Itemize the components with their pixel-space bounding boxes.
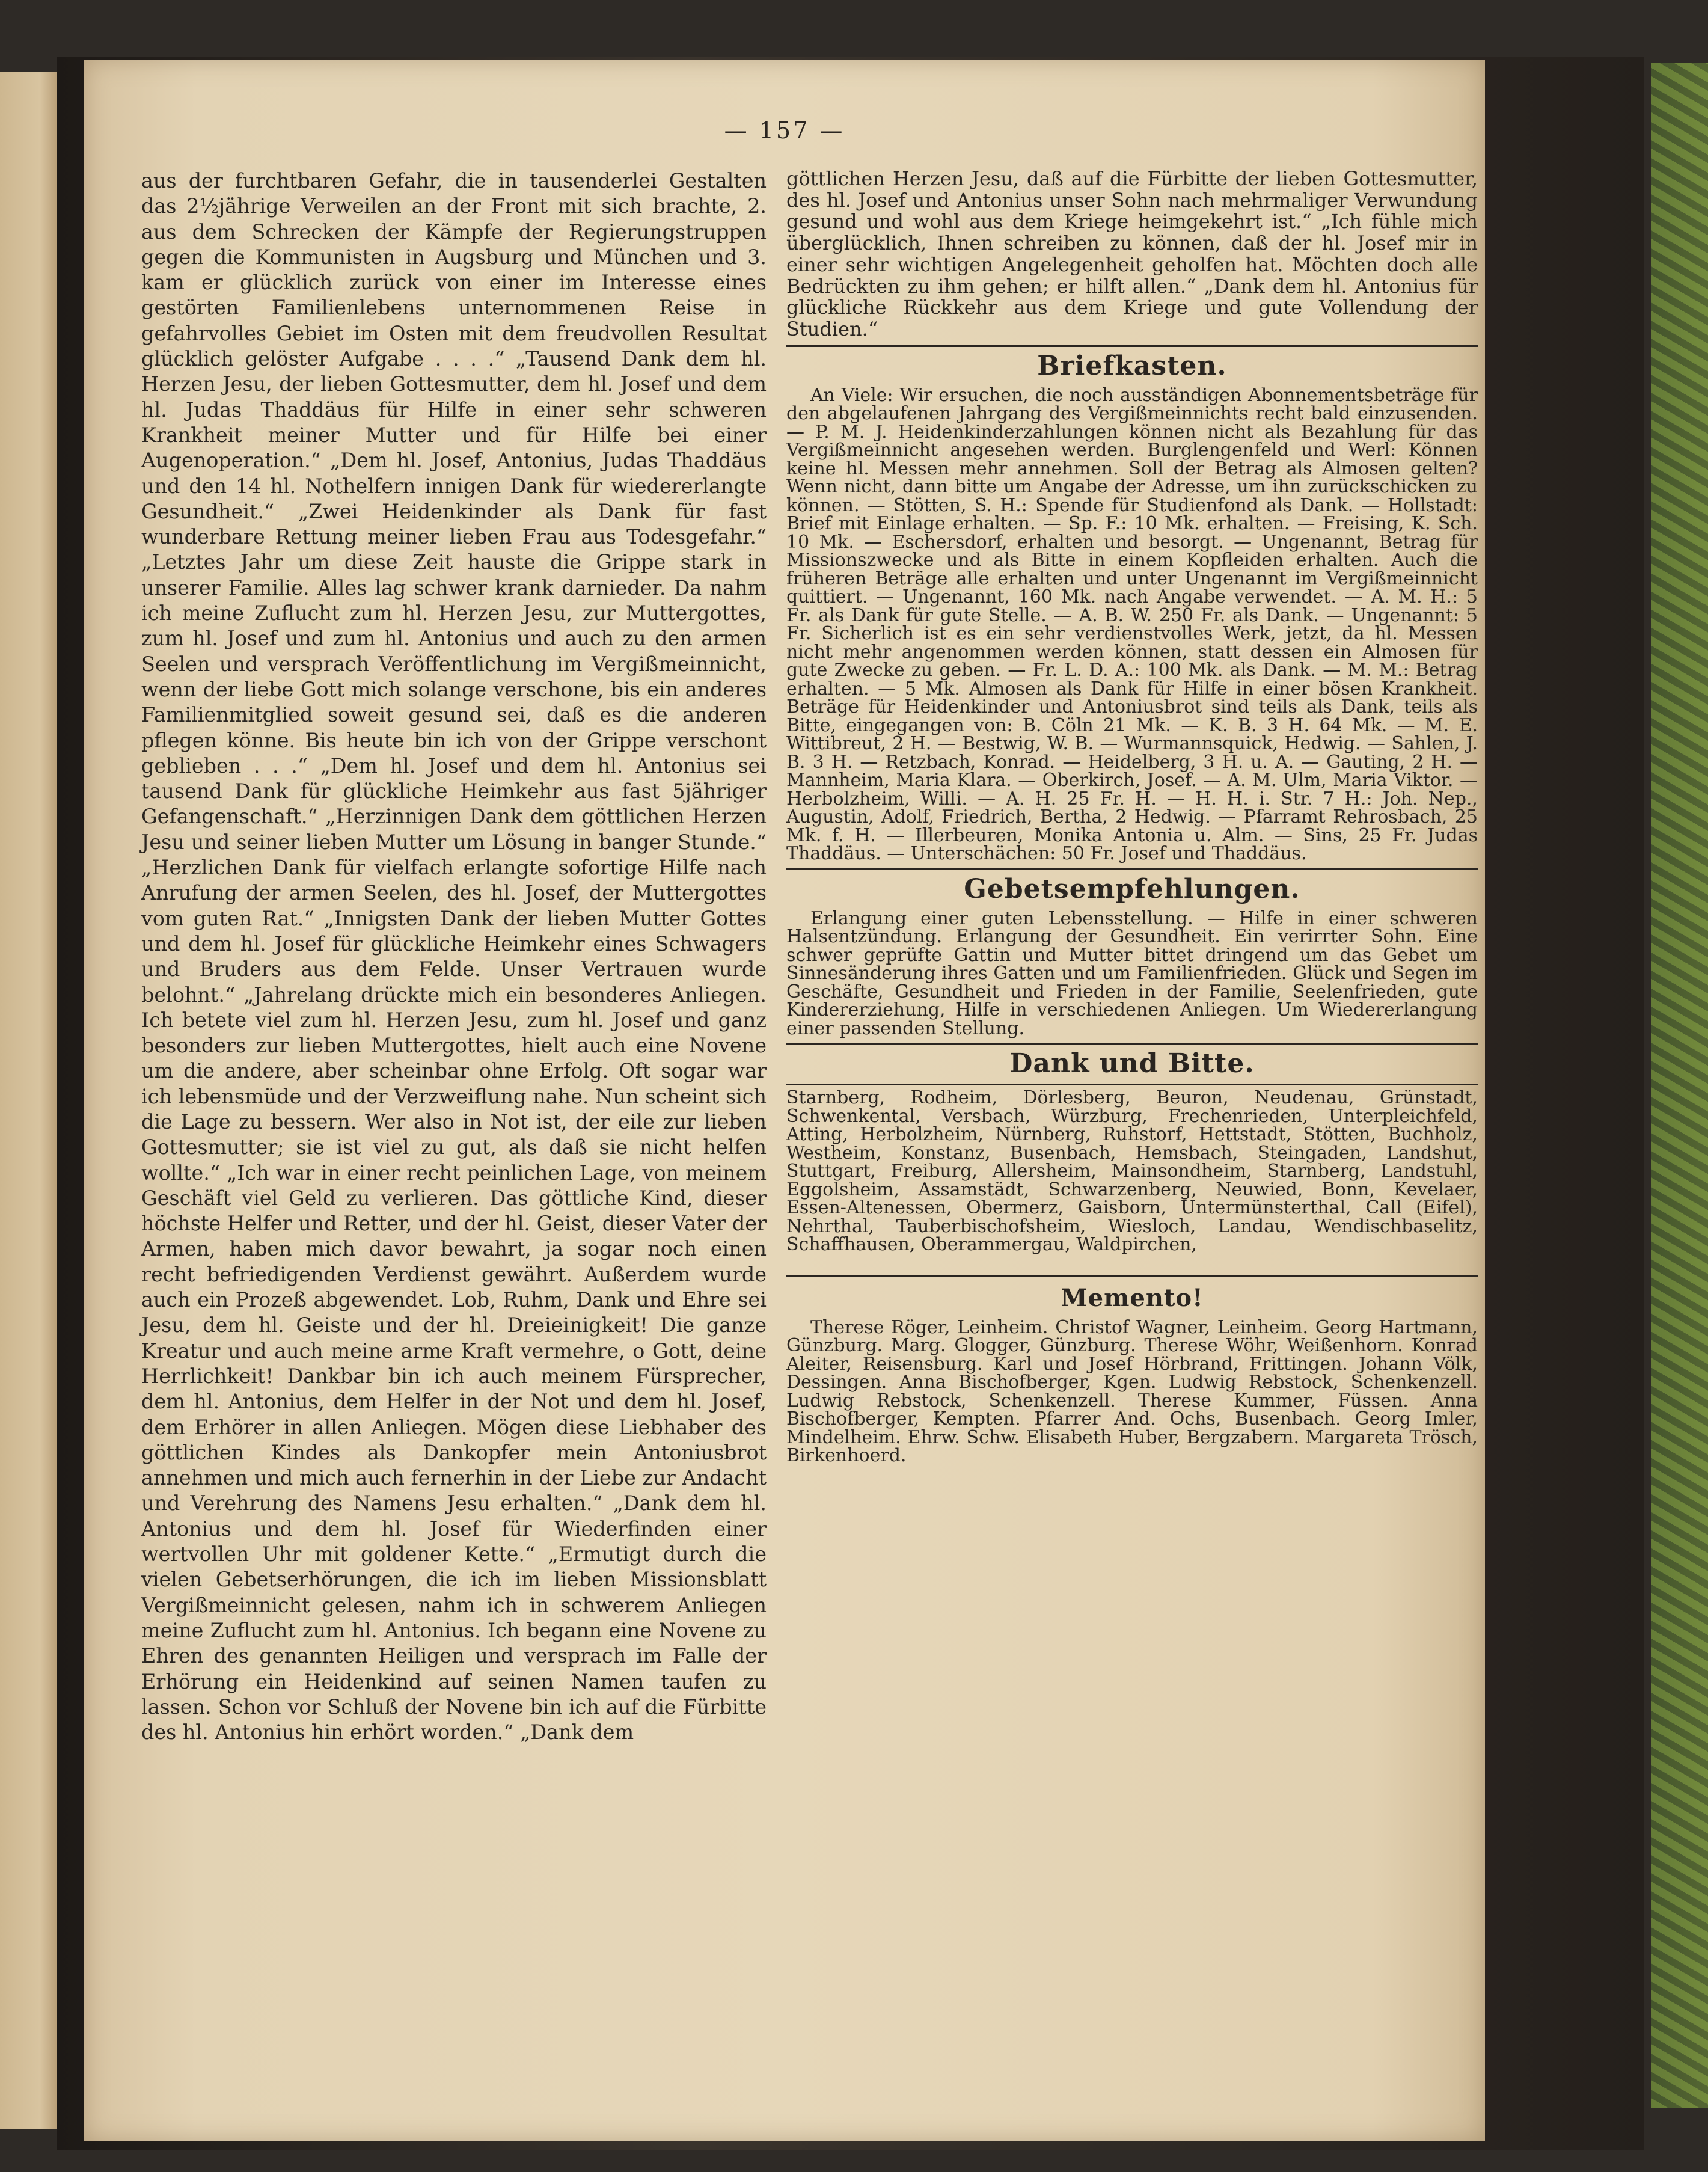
section-divider	[786, 1275, 1478, 1277]
briefkasten-heading: Briefkasten.	[1037, 350, 1227, 381]
dank-und-bitte-text: Starnberg, Rodheim, Dörlesberg, Beuron, Neudenau, Grünstadt, Schwenkental, Versbach, Würzburg, Frechenrieden, Unterpleichfeld, Atting, Herbolzheim, Nürnberg, Ruhstorf, Hettstadt, Stötten, Buchholz, Westheim, Konstanz, Busenbach, Hemsbach, Steingaden, Landshut, Stuttgart, Freiburg, Allersheim, Mainsondheim, Starnberg, Landstuhl, Eggolsheim, Assamstädt, Schwarzenberg, Neuwied, Bonn, Kevelaer, Essen-Altenessen, Obermerz, Gaisborn, Untermünsterthal, Call (Eifel), Nehrthal, Tauberbischofsheim, Wiesloch, Landau, Wendischbaselitz, Schaffhausen, Oberammergau, Waldpirchen,	[786, 1087, 1478, 1256]
briefkasten-text: An Viele: Wir ersuchen, die noch ausständigen Abonnementsbeträge für den abgelaufenen Jahrgang des Vergißmeinnichts recht bald einzusenden. — P. M. J. Heidenkinderzahlungen können nicht als Bezahlung für das Vergißmeinnicht angesehen werden. Burglengenfeld und Werl: Können keine hl. Messen mehr annehmen. Soll der Betrag als Almosen gelten? Wenn nicht, dann bitte um Angabe der Adresse, um ihn zurückschicken zu können. — Stötten, S. H.: Spende für Studienfond als Dank. — Hollstadt: Brief mit Einlage erhalten. — Sp. F.: 10 Mk. erhalten. — Freising, K. Sch. 10 Mk. — Eschersdorf, erhalten und besorgt. — Ungenannt, Betrag für Missionszwecke und als Bitte in einem Kopfleiden erhalten. Auch die früheren Beträge alle erhalten und unter Ungenannt im Vergißmeinnicht quittiert. — Ungenannt, 160 Mk. nach Angabe verwendet. — A. M. H.: 5 Fr. als Dank für gute Stelle. — A. B. W. 250 Fr. als Dank. — Ungenannt: 5 Fr. Sicherlich ist es ein sehr verdienstvolles Werk, jetzt, da hl. Messen nicht mehr angenommen werden können, statt dessen ein Almosen für gute Zwecke zu geben. — Fr. L. D. A.: 100 Mk. als Dank. — M. M.: Betrag erhalten. — 5 Mk. Almosen als Dank für Hilfe in einer bösen Krankheit. Beträge für Heidenkinder und Antoniusbrot sind teils als Dank, teils als Bitte, eingegangen von: B. Cöln 21 Mk. — K. B. 3 H. 64 Mk. — M. E. Wittibreut, 2 H. — Bestwig, W. B. — Wurmannsquick, Hedwig. — Sahlen, J. B. 3 H. — Retzbach, Konrad. — Heidelberg, 3 H. u. A. — Gauting, 2 H. — Mannheim, Maria Klara. — Oberkirch, Josef. — A. M. Ulm, Maria Viktor. — Herbolzheim, Willi. — A. H. 25 Fr. H. — H. H. i. Str. 7 H.: Joh. Nep., Augustin, Adolf, Friedrich, Bertha, 2 Hedwig. — Pfarramt Rehrosbach, 25 Mk. f. H. — Illerbeuren, Monika Antonia u. Alm. — Sins, 25 Fr. Judas Thaddäus. — Unterschächen: 50 Fr. Josef und Thaddäus.	[786, 384, 1478, 865]
section-divider	[786, 1043, 1478, 1045]
book-page	[84, 60, 1485, 2141]
left-column	[141, 168, 767, 1745]
facing-page-edge	[0, 72, 57, 2129]
memento-text: Therese Röger, Leinheim. Christof Wagner, Leinheim. Georg Hartmann, Günzburg. Marg. Glogger, Günzburg. Therese Wöhr, Weißenhorn. Konrad Aleiter, Reisensburg. Karl und Josef Hörbrand, Frittingen. Johann Völk, Dessingen. Anna Bischofberger, Kgen. Ludwig Rebstock, Schenkenzell. Ludwig Rebstock, Schenkenzell. Therese Kummer, Füssen. Anna Bischofberger, Kempten. Pfarrer And. Ochs, Busenbach. Georg Imler, Mindelheim. Ehrw. Schw. Elisabeth Huber, Bergzabern. Margareta Trösch, Birkenhoerd.	[786, 1316, 1478, 1467]
right-intro-text: göttlichen Herzen Jesu, daß auf die Fürbitte der lieben Gottesmutter, des hl. Josef und Antonius unser Sohn nach mehrmaliger Verwundung gesund und wohl aus dem Kriege heimgekehrt ist.“ „Ich fühle mich überglücklich, Ihnen schreiben zu können, daß der hl. Josef mir in einer sehr wichtigen Angelegenheit geholfen hat. Möchten doch alle Bedrückten zu ihm gehen; er hilft allen.“ „Dank dem hl. Antonius für glückliche Rückkehr aus dem Kriege und gute Vollendung der Studien.“	[786, 167, 1478, 340]
section-divider	[786, 868, 1478, 870]
memento-heading: Memento!	[1061, 1283, 1204, 1312]
dank-und-bitte-heading: Dank und Bitte.	[1009, 1048, 1255, 1079]
gebetsempfehlungen-heading: Gebetsempfehlungen.	[964, 873, 1300, 904]
page-number: — 157 —	[724, 117, 845, 144]
left-column-text: aus der furchtbaren Gefahr, die in tausenderlei Gestalten das 2½jährige Verweilen an der Front mit sich brachte, 2. aus dem Schrecken der Kämpfe der Regierungstruppen gegen die Kommunisten in Augsburg und München und 3. kam er glücklich zurück von einer im Interesse eines gestörten Familienlebens unternommenen Reise in gefahrvolles Gebiet im Osten mit dem freudvollen Resultat glücklich gelöster Aufgabe . . . .“ „Tausend Dank dem hl. Herzen Jesu, der lieben Gottesmutter, dem hl. Josef und dem hl. Judas Thaddäus für Hilfe in einer sehr schweren Krankheit meiner Mutter und für Hilfe bei einer Augenoperation.“ „Dem hl. Josef, Antonius, Judas Thaddäus und den 14 hl. Nothelfern innigen Dank für wiedererlangte Gesundheit.“ „Zwei Heidenkinder als Dank für fast wunderbare Rettung meiner lieben Frau aus Todesgefahr.“ „Letztes Jahr um diese Zeit hauste die Grippe stark in unserer Familie. Alles lag schwer krank darnieder. Da nahm ich meine Zuflucht zum hl. Herzen Jesu, zur Muttergottes, zum hl. Josef und zum hl. Antonius und auch zu den armen Seelen und versprach Veröffentlichung im Vergißmeinnicht, wenn der liebe Gott mich solange verschone, bis ein anderes Familienmitglied soweit gesund sei, daß es die anderen pflegen könne. Bis heute bin ich von der Grippe verschont geblieben . . .“ „Dem hl. Josef und dem hl. Antonius sei tausend Dank für glückliche Heimkehr aus fast 5jähriger Gefangenschaft.“ „Herzinnigen Dank dem göttlichen Herzen Jesu und seiner lieben Mutter um Lösung in banger Stunde.“ „Herzlichen Dank für vielfach erlangte sofortige Hilfe nach Anrufung der armen Seelen, des hl. Josef, der Muttergottes vom guten Rat.“ „Innigsten Dank der lieben Mutter Gottes und dem hl. Josef für glückliche Heimkehr eines Schwagers und Bruders aus dem Felde. Unser Vertrauen wurde belohnt.“ „Jahrelang drückte mich ein besonderes Anliegen. Ich betete viel zum hl. Herzen Jesu, zum hl. Josef und ganz besonders zur lieben Muttergottes, hielt auch eine Novene um die andere, aber scheinbar ohne Erfolg. Oft sogar war ich lebensmüde und der Verzweiflung nahe. Nun scheint sich die Lage zu bessern. Wer also in Not ist, der eile zur lieben Gottesmutter; sie ist viel zu gut, als daß sie nicht helfen wollte.“ „Ich war in einer recht peinlichen Lage, von meinem Geschäft viel Geld zu verlieren. Das göttliche Kind, dieser höchste Helfer und Retter, und der hl. Geist, dieser Vater der Armen, haben mich davor bewahrt, ja sogar noch einen recht befriedigenden Verdienst gewährt. Außerdem wurde auch ein Prozeß abgewendet. Lob, Ruhm, Dank und Ehre sei Jesu, dem hl. Geiste und der hl. Dreieinigkeit! Die ganze Kreatur und auch meine arme Kraft vermehre, o Gott, deine Herrlichkeit! Dankbar bin ich auch meinem Fürsprecher, dem hl. Antonius, dem Helfer in der Not und dem hl. Josef, dem Erhörer in allen Anliegen. Mögen diese Liebhaber des göttlichen Kindes als Dankopfer mein Antoniusbrot annehmen und mich auch fernerhin in der Liebe zur Andacht und Verehrung des Namens Jesu erhalten.“ „Dank dem hl. Antonius und dem hl. Josef für Wiederfinden einer wertvollen Uhr mit goldener Kette.“ „Ermutigt durch die vielen Gebetserhörungen, die ich im lieben Missionsblatt Vergißmeinnicht gelesen, nahm ich in schwerem Anliegen meine Zuflucht zum hl. Antonius. Ich begann eine Novene zu Ehren des genannten Heiligen und versprach im Falle der Erhörung ein Heidenkind auf seinen Namen taufen zu lassen. Schon vor Schluß der Novene bin ich auf die Fürbitte des hl. Antonius hin erhört worden.“ „Dank dem	[141, 169, 767, 1744]
section-divider	[786, 1084, 1478, 1085]
right-column	[786, 168, 1478, 1465]
marbled-cover	[1651, 63, 1708, 2108]
gebetsempfehlungen-text: Erlangung einer guten Lebensstellung. — Hilfe in einer schweren Halsentzündung. Erlangung der Gesundheit. Ein verirrter Sohn. Eine schwer geprüfte Gattin und Mutter bittet dringend um das Gebet um Sinnesänderung ihres Gatten und um Familienfrieden. Glück und Segen im Geschäfte, Gesundheit und Frieden in der Familie, Seelenfrieden, gute Kindererziehung, Hilfe in verschiedenen Anliegen. Um Wiedererlangung einer passenden Stellung.	[786, 907, 1478, 1039]
section-divider	[786, 345, 1478, 347]
